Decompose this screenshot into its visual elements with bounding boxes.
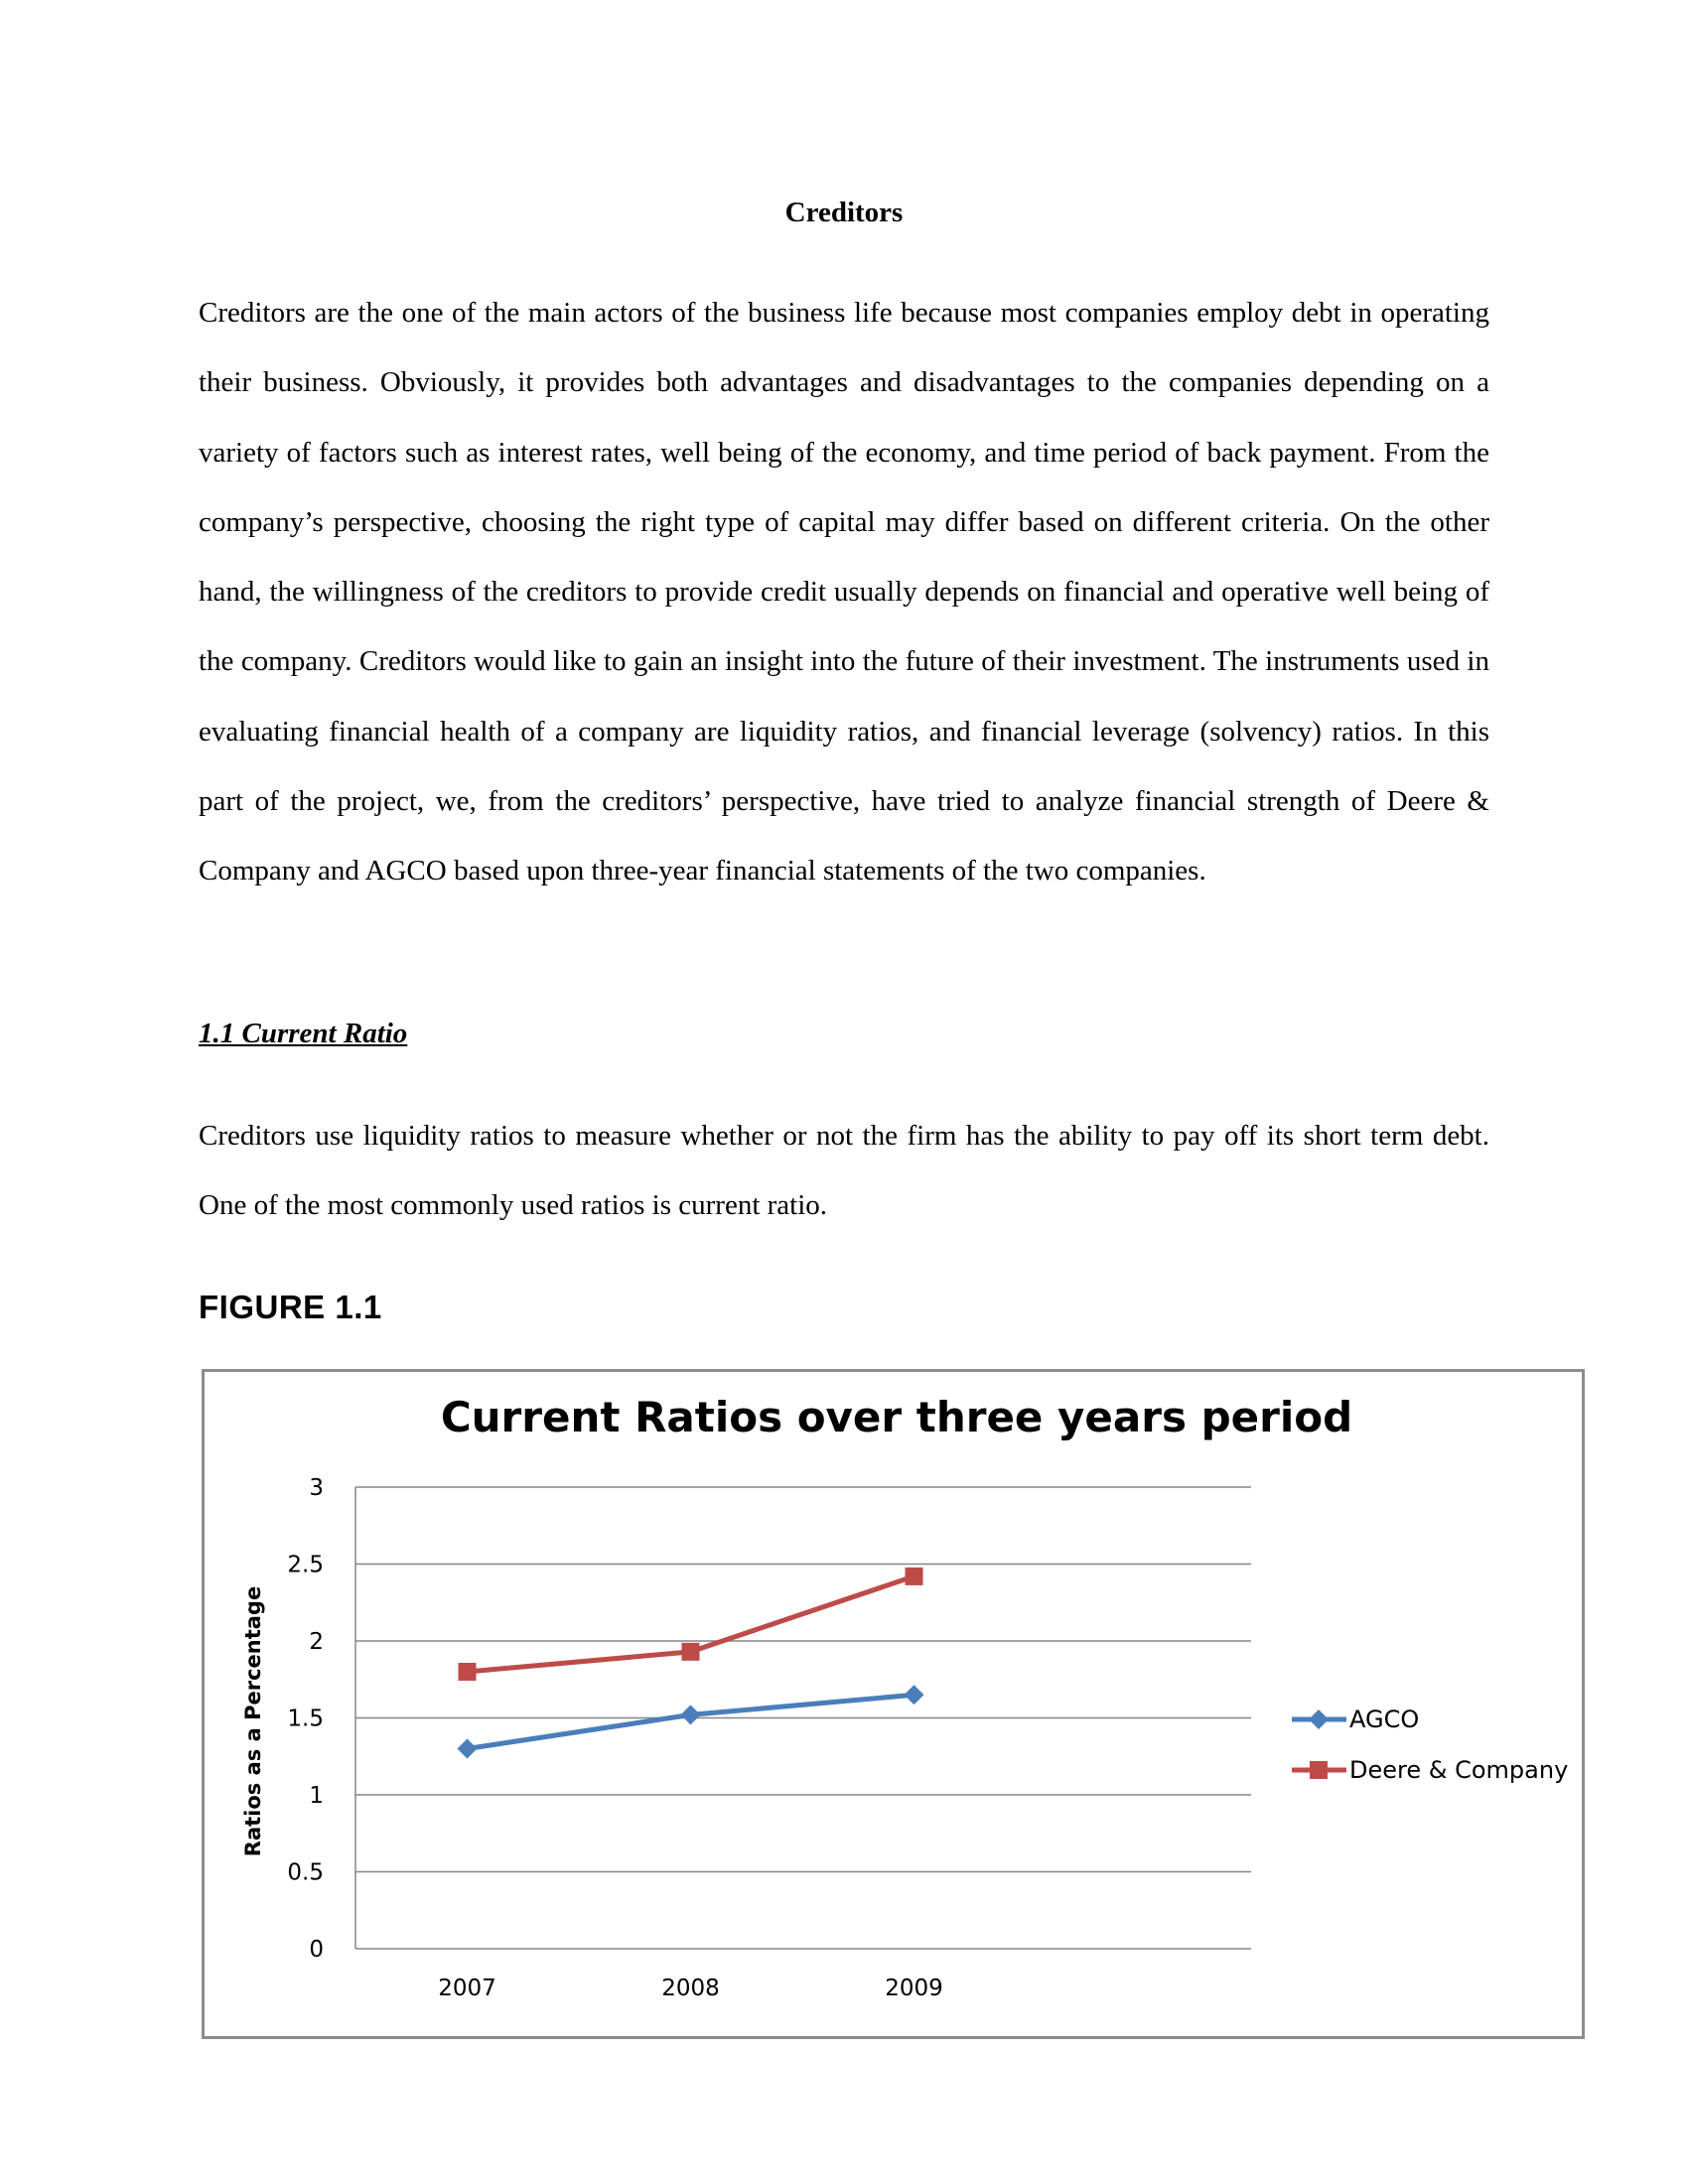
x-tick-label: 2009 xyxy=(885,1976,943,2001)
legend-label-deere-company: Deere & Company xyxy=(1349,1756,1569,1784)
line-chart xyxy=(205,1372,1582,2036)
y-tick-label: 1 xyxy=(309,1783,324,1809)
page-title: Creditors xyxy=(784,197,904,228)
chart-title: Current Ratios over three years period xyxy=(440,1393,1353,1441)
y-tick-label: 2.5 xyxy=(287,1552,324,1578)
current-ratio-paragraph: Creditors use liquidity ratios to measure whether or not the firm has the ability to pay off its short term debt. One of the most commonly used ratios is current ratio. xyxy=(199,1120,1489,1222)
figure-label: FIGURE 1.1 xyxy=(199,1289,382,1325)
chart-container xyxy=(202,1369,1585,2039)
y-tick-labels xyxy=(287,1475,324,1963)
legend-marker-agco xyxy=(1309,1709,1329,1729)
legend-marker-deere-company xyxy=(1310,1761,1328,1779)
gridlines xyxy=(355,1487,1251,1872)
x-tick-label: 2008 xyxy=(661,1976,720,2001)
data-point-deere-company xyxy=(906,1568,923,1585)
y-axis-title: Ratios as a Percentage xyxy=(241,1585,265,1857)
y-tick-label: 2 xyxy=(309,1629,324,1655)
legend xyxy=(1292,1706,1568,1784)
data-point-agco xyxy=(681,1705,701,1724)
intro-paragraph: Creditors are the one of the main actors of the business life because most companies employ debt in operating their business. Obviously, it provides both advantages and disadvantages to the companies depending on a variety of factors such as interest rates, well being of the economy, and time period of back payment. From the company’s perspective, choosing the right type of capital may differ based on different criteria. On the other hand, the willingness of the creditors to provide credit usually depends on financial and operative well being of the company. Creditors would like to gain an insight into the future of their investment. The instruments used in evaluating financial health of a company are liquidity ratios, and financial leverage (solvency) ratios. In this part of the project, we, from the creditors’ perspective, have tried to analyze financial strength of Deere & Company and AGCO based upon three-year financial statements of the two companies. xyxy=(199,297,1489,887)
data-point-agco xyxy=(905,1685,924,1705)
data-point-agco xyxy=(458,1739,478,1759)
x-tick-labels xyxy=(438,1976,943,2001)
data-point-deere-company xyxy=(682,1643,700,1661)
data-series xyxy=(458,1568,924,1759)
y-tick-label: 0.5 xyxy=(287,1859,324,1886)
data-point-deere-company xyxy=(459,1663,477,1681)
legend-label-agco: AGCO xyxy=(1349,1706,1420,1733)
y-tick-label: 1.5 xyxy=(287,1706,324,1732)
x-tick-label: 2007 xyxy=(438,1976,496,2001)
section-heading: 1.1 Current Ratio xyxy=(199,1018,408,1049)
y-tick-label: 3 xyxy=(309,1475,324,1501)
y-tick-label: 0 xyxy=(309,1937,324,1963)
